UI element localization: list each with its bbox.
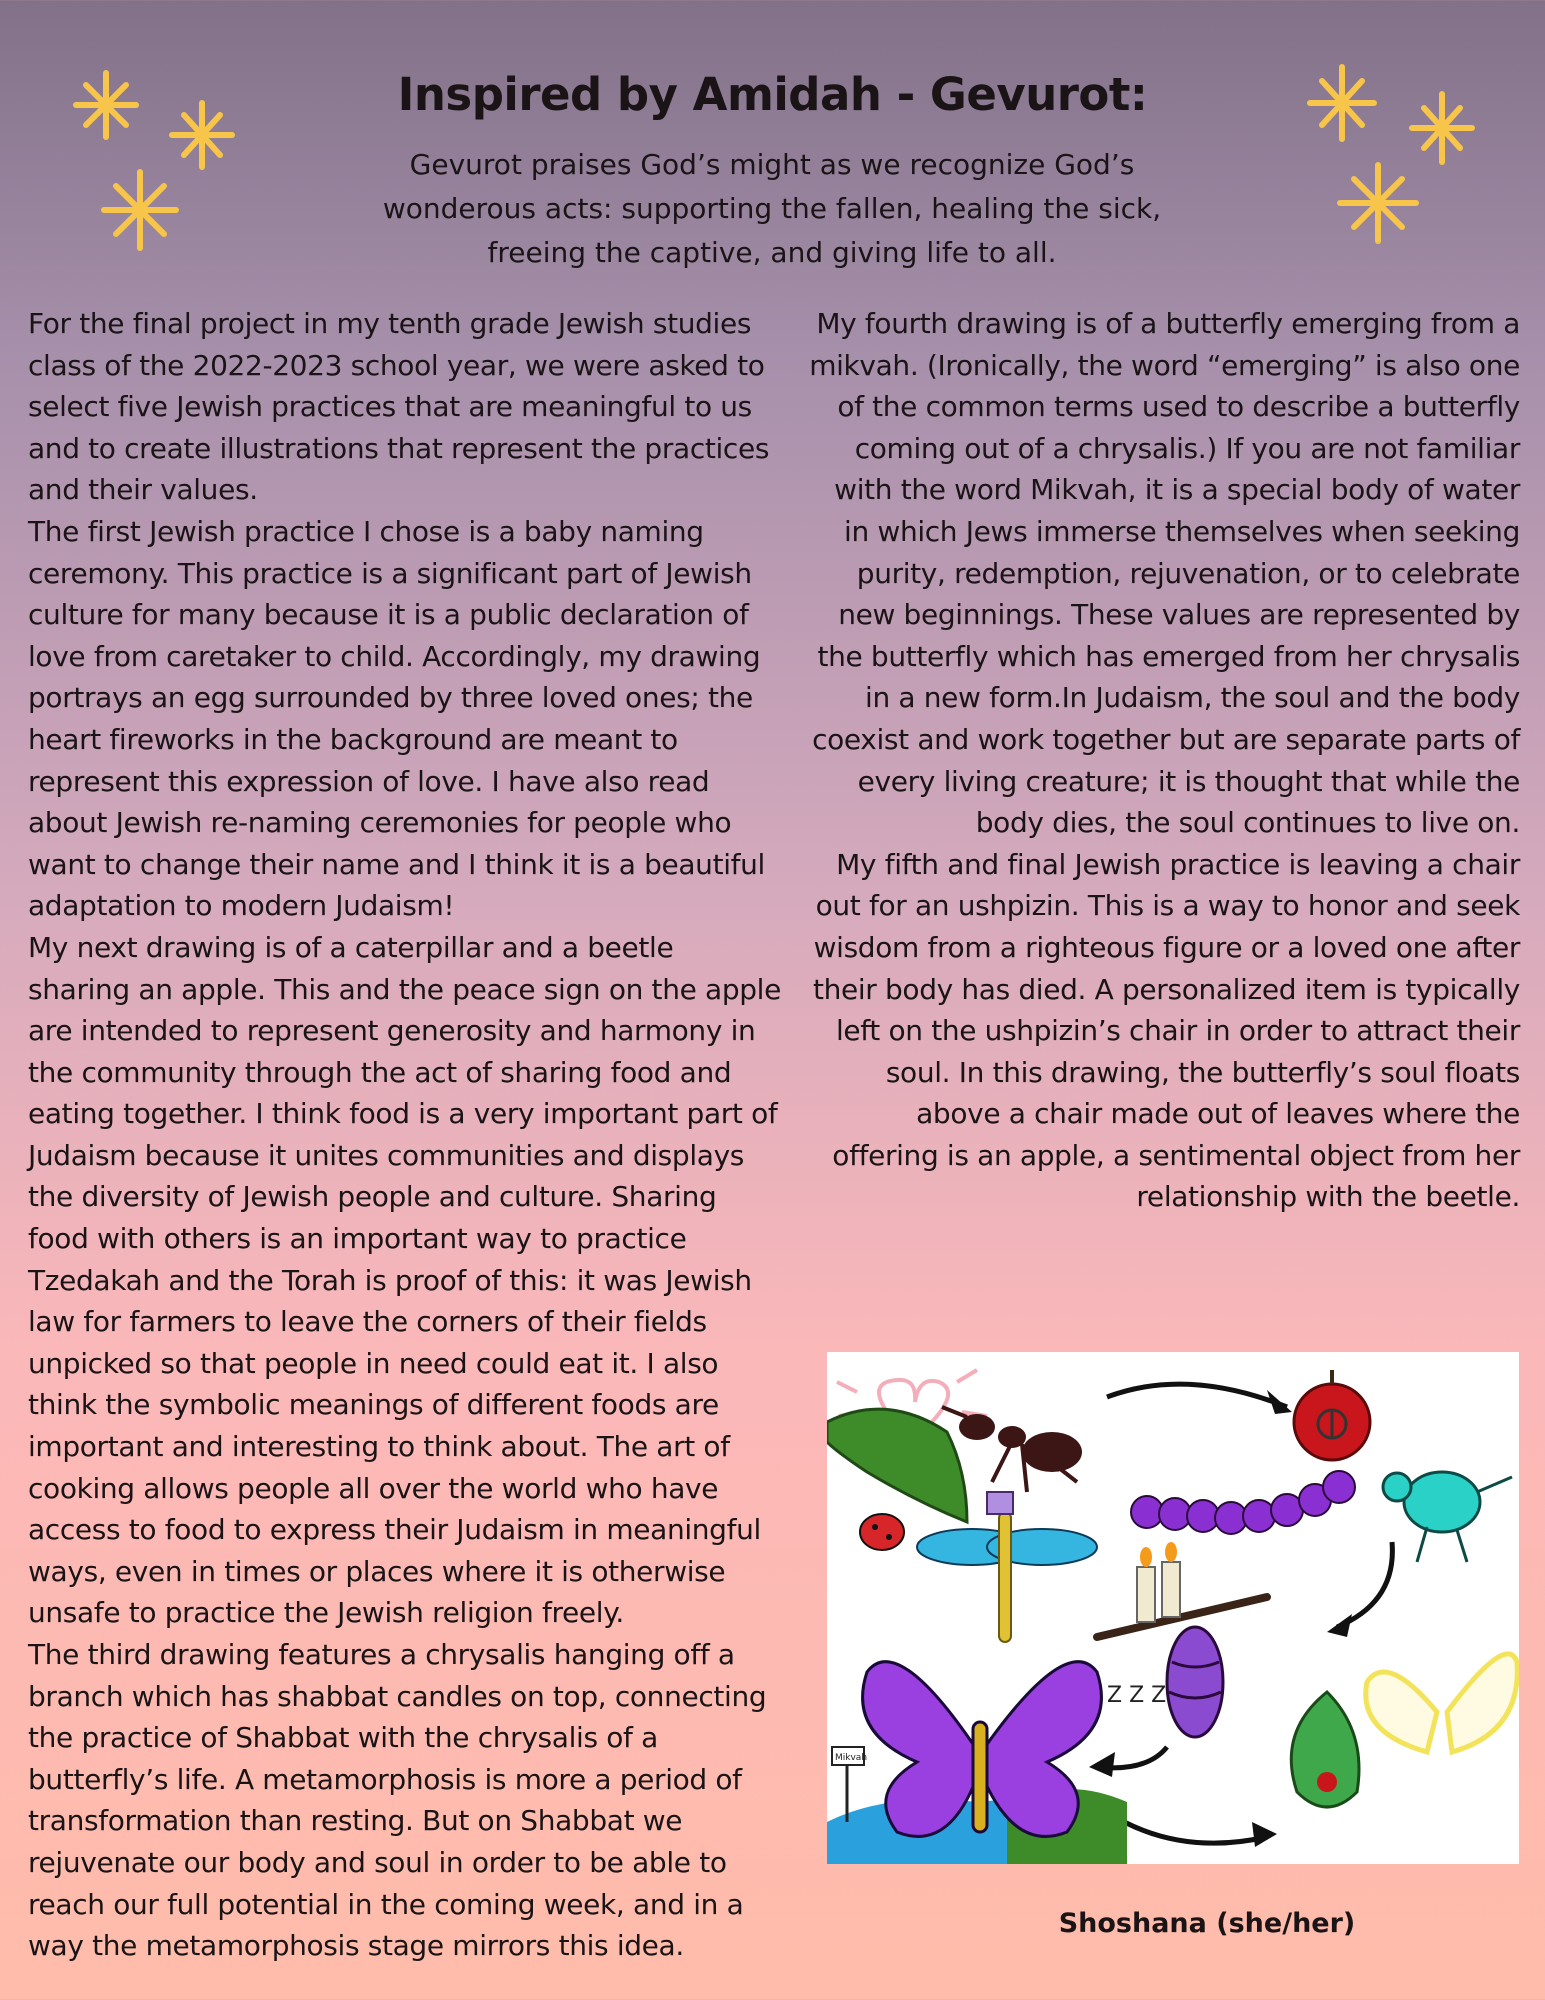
soul-butterfly-icon xyxy=(1366,1654,1518,1752)
left-column xyxy=(28,303,783,1967)
arrow-top-icon xyxy=(1107,1384,1287,1407)
butterfly-icon xyxy=(863,1662,1102,1837)
ladybug-icon xyxy=(860,1514,904,1550)
right-column xyxy=(808,303,1520,1218)
leaf-icon xyxy=(827,1409,967,1522)
mikvah-sign-label: Mikvah xyxy=(835,1753,868,1763)
illustration xyxy=(827,1352,1519,1864)
mikvah-paragraph: My fourth drawing is of a butterfly emerging from a mikvah. (Ironically, the word “emerging” is also one of the common terms used to describe a butterfly coming out of a chrysalis.) If you are not familiar with the word Mikvah, it is a special body of water in which Jews immerse themselves when seeking purity, redemption, rejuvenation, or to celebrate new beginnings. These values are represented by the butterfly which has emerged from her chrysalis in a new form.In Judaism, the soul and the body coexist and work together but are separate parts of every living creature; it is thought that while the body dies, the soul continues to live on. xyxy=(809,307,1520,840)
leaf-chair-icon xyxy=(1291,1692,1359,1807)
page-subtitle: Gevurot praises God’s might as we recognize God’s wonderous acts: supporting the fallen, healing the sick, freeing the captive, and giving life to all. xyxy=(382,148,1162,269)
dragonfly-icon xyxy=(917,1492,1097,1642)
page-title: Inspired by Amidah - Gevurot: xyxy=(397,68,1148,121)
ushpizin-paragraph: My fifth and final Jewish practice is leaving a chair out for an ushpizin. This is a way to honor and seek wisdom from a righteous figure or a loved one after their body has died. A personalized item is typically left on the ushpizin’s chair in order to attract their soul. In this drawing, the butterfly’s soul floats above a chair made out of leaves where the offering is an apple, a sentimental object from her relationship with the beetle. xyxy=(812,847,1520,1214)
baby-naming-paragraph: The first Jewish practice I chose is a baby naming ceremony. This practice is a significant part of Jewish culture for many because it is a public declaration of love from caretaker to child. Accordingly, my drawing portrays an egg surrounded by three loved ones; the heart fireworks in the background are meant to represent this expression of love. I have also read about Jewish re-naming ceremonies for people who want to change their name and I think it is a beautiful adaptation to modern Judaism! xyxy=(28,514,765,923)
shabbat-chrysalis-paragraph: The third drawing features a chrysalis hanging off a branch which has shabbat candles on top, connecting the practice of Shabbat with the chrysalis of a butterfly’s life. A metamorphosis is more a period of transformation than resting. But on Shabbat we rejuvenate our body and soul in order to be able to reach our full potential in the coming week, and in a way the metamorphosis stage mirrors this idea. xyxy=(28,1638,767,1963)
life-cycle-drawing xyxy=(827,1352,1519,1864)
chrysalis-icon xyxy=(1167,1627,1223,1737)
sharing-apple-paragraph: My next drawing is of a caterpillar and a beetle sharing an apple. This and the peace sign on the apple are intended to represent generosity and harmony in the community through the act of sharing food and eating together. I think food is a very important part of Judaism because it unites communities and displays the diversity of Jewish people and culture. Sharing food with others is an important way to practice Tzedakah and the Torah is proof of this: it was Jewish law for farmers to leave the corners of their fields unpicked so that people in need could eat it. I also think the symbolic meanings of different foods are important and interesting to think about. The art of cooking allows people all over the world who have access to food to express their Judaism in meaningful ways, even in times or places where it is otherwise unsafe to practice the Jewish religion freely. xyxy=(28,930,781,1630)
intro-paragraph: For the final project in my tenth grade Jewish studies class of the 2022-2023 school year, we were asked to select five Jewish practices that are meaningful to us and to create illustrations that represent the practices and their values. xyxy=(28,307,770,507)
sleep-marks: Z Z Z xyxy=(1107,1683,1167,1708)
author-credit: Shoshana (she/her) xyxy=(1058,1908,1356,1939)
caterpillar-icon xyxy=(1131,1471,1355,1534)
beetle-icon xyxy=(1383,1472,1512,1562)
apple-icon xyxy=(1294,1370,1370,1460)
candles-icon xyxy=(1137,1542,1180,1622)
